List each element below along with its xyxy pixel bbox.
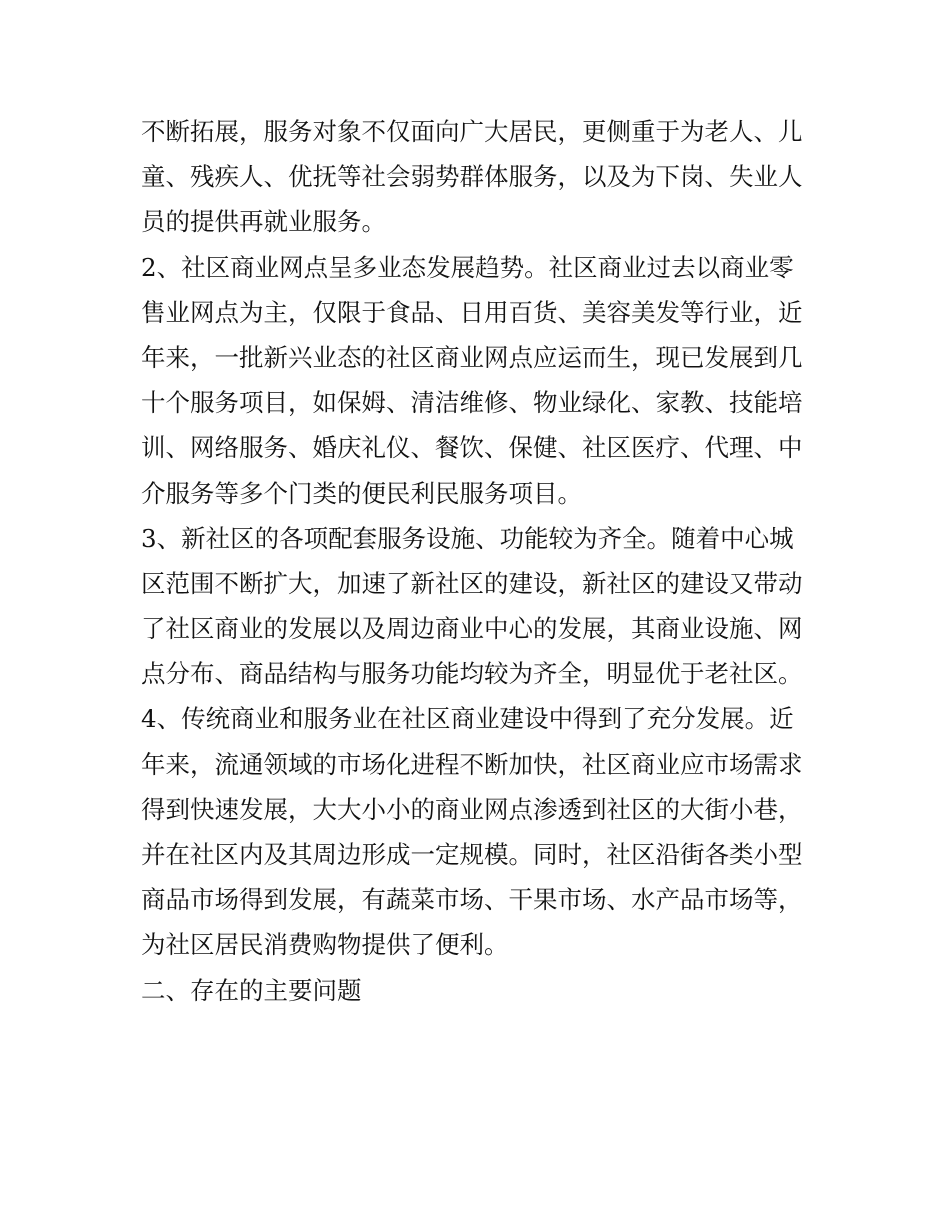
text-line: 2、社区商业网点呈多业态发展趋势。社区商业过去以商业零: [141, 252, 794, 282]
text-line: 训、网络服务、婚庆礼仪、餐饮、保健、社区医疗、代理、中: [141, 433, 803, 463]
text-line: 不断拓展，服务对象不仅面向广大居民，更侧重于为老人、儿: [141, 117, 803, 146]
text-line: 年来，流通领域的市场化进程不断加快，社区商业应市场需求: [141, 749, 803, 779]
text-line: 介服务等多个门类的便民利民服务项目。: [141, 478, 582, 508]
text-line: 商品市场得到发展，有蔬菜市场、干果市场、水产品市场等，: [141, 885, 803, 915]
text-line: 得到快速发展，大大小小的商业网点渗透到社区的大街小巷，: [141, 794, 803, 824]
text-line: 3、新社区的各项配套服务设施、功能较为齐全。随着中心城: [141, 523, 794, 553]
text-line: 区范围不断扩大，加速了新社区的建设，新社区的建设又带动: [141, 568, 803, 598]
text-line: 十个服务项目，如保姆、清洁维修、物业绿化、家教、技能培: [141, 388, 803, 418]
text-line: 童、残疾人、优抚等社会弱势群体服务，以及为下岗、失业人: [141, 162, 803, 192]
text-line: 4、传统商业和服务业在社区商业建设中得到了充分发展。近: [141, 704, 794, 734]
text-line: 年来，一批新兴业态的社区商业网点应运而生，现已发展到几: [141, 342, 803, 372]
text-line: 点分布、商品结构与服务功能均较为齐全，明显优于老社区。: [141, 659, 803, 689]
document-body: [141, 109, 813, 1013]
text-line: 为社区居民消费购物提供了便利。: [141, 930, 509, 960]
text-line: 了社区商业的发展以及周边商业中心的发展，其商业设施、网: [141, 614, 803, 644]
text-line: 员的提供再就业服务。: [141, 207, 386, 237]
text-line: 售业网点为主，仅限于食品、日用百货、美容美发等行业，近: [141, 297, 803, 327]
text-line: 并在社区内及其周边形成一定规模。同时，社区沿街各类小型: [141, 840, 803, 869]
section-heading: 二、存在的主要问题: [141, 975, 362, 1005]
